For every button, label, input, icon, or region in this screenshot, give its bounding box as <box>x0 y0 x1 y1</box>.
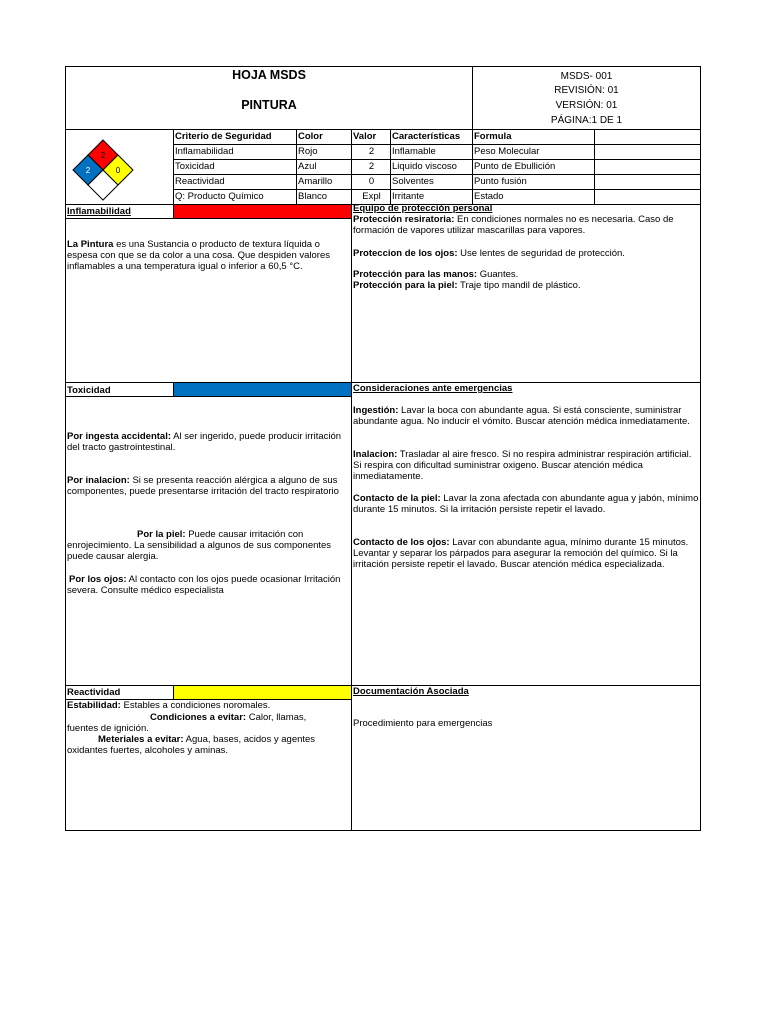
criteria-cell: Inflamabilidad <box>175 146 234 157</box>
criteria-cell: Rojo <box>298 146 318 157</box>
criteria-cell: Amarillo <box>298 176 333 187</box>
reactividad-color-bar <box>173 686 351 699</box>
doc-code: MSDS- 001 <box>560 71 613 82</box>
reactividad-condiciones: Condiciones a evitar: Calor, llamas, fuentes de ignición. <box>67 712 307 734</box>
criteria-cell: Liquido viscoso <box>392 161 457 172</box>
emergencias-heading: Consideraciones ante emergencias <box>353 383 513 394</box>
reactividad-materiales: Meteriales a evitar: Agua, bases, acidos y agentes oxidantes fuertes, alcoholes y aminas. <box>67 734 316 756</box>
reactividad-heading: Reactividad <box>67 687 121 698</box>
documentacion-heading: Documentación Asociada <box>353 686 469 697</box>
toxicidad-ingesta: Por ingesta accidental: Al ser ingerido, puede producir irritación del tracto gastrointestinal. <box>67 431 342 453</box>
doc-revision: REVISIÓN: 01 <box>554 85 619 96</box>
criteria-cell: 2 <box>368 161 375 172</box>
documentacion-text: Procedimiento para emergencias <box>353 718 493 729</box>
emergencias-inhalacion: Inalacion: Trasladar al aire fresco. Si no respira administrar respiración artificial. Si respira con dificultad suministrar oxigeno. Buscar atención médica inmediatamente. <box>353 449 692 482</box>
criteria-header-cell: Características <box>392 131 461 142</box>
product-name: PINTURA <box>241 98 297 112</box>
criteria-header-cell: Valor <box>353 131 377 142</box>
inflamabilidad-color-bar <box>173 205 351 218</box>
criteria-cell: 0 <box>368 176 375 187</box>
criteria-header-cell: Criterio de Seguridad <box>175 131 272 142</box>
criteria-cell: Peso Molecular <box>474 146 540 157</box>
criteria-cell: Punto de Ebullición <box>474 161 556 172</box>
criteria-cell: Solventes <box>392 176 434 187</box>
criteria-header-cell: Color <box>298 131 323 142</box>
epp-respiratory: Protección resiratoria: En condiciones normales no es necesaria. Caso de formación de vapores utilizar mascarillas para vapores. <box>353 214 674 236</box>
emergencias-ojos: Contacto de los ojos: Lavar con abundante agua, mínimo durante 15 minutos. Levantar y separar los párpados para asegurar la remoción del químico. Si la irritación persiste repetir el lavado. Buscar atención médica especializada. <box>353 537 689 570</box>
toxicidad-ojos: Por los ojos: Al contacto con los ojos puede ocasionar Irritación severa. Consulte médico especialista <box>67 574 341 596</box>
criteria-cell: Q: Producto Químico <box>175 191 264 202</box>
emergencias-ingestion: Ingestión: Lavar la boca con abundante agua. Si está consciente, suministrar abundante agua. No inducir el vómito. Buscar atención médica inmediatamente. <box>353 405 690 427</box>
epp-hands: Protección para las manos: Guantes. <box>353 269 519 280</box>
toxicidad-heading: Toxicidad <box>67 385 111 396</box>
criteria-cell: Estado <box>474 191 504 202</box>
criteria-header-cell: Formula <box>474 131 512 142</box>
toxicidad-color-bar <box>173 383 351 396</box>
nfpa-health-value: 2 <box>85 166 91 175</box>
msds-sheet <box>65 66 701 831</box>
criteria-cell: Reactividad <box>175 176 225 187</box>
criteria-cell: Toxicidad <box>175 161 215 172</box>
doc-page: PÁGINA:1 DE 1 <box>550 115 623 126</box>
nfpa-reactivity-value: 0 <box>115 166 121 175</box>
inflamabilidad-heading: Inflamabilidad <box>67 206 131 217</box>
epp-skin: Protección para la piel: Traje tipo mandil de plástico. <box>353 280 581 291</box>
criteria-cell: Irritante <box>392 191 425 202</box>
epp-heading: Equipo de protección personal <box>353 203 493 214</box>
criteria-cell: Inflamable <box>392 146 436 157</box>
criteria-cell: Expl <box>362 191 381 202</box>
emergencias-piel: Contacto de la piel: Lavar la zona afectada con abundante agua y jabón, mínimo durante 15 minutos. Si la irritación persiste repetir el lavado. <box>353 493 699 515</box>
doc-title: HOJA MSDS <box>232 68 306 82</box>
reactividad-estabilidad: Estabilidad: Estables a condiciones noromales. <box>67 700 271 711</box>
criteria-cell: Punto fusión <box>474 176 527 187</box>
criteria-cell: 2 <box>368 146 375 157</box>
inflamabilidad-text: La Pintura es una Sustancia o producto de textura líquida o espesa con que se da color a una cosa. Que despiden valores inflamables a una temperatura igual o inferior a 60,5 °C. <box>67 239 331 272</box>
nfpa-flammability-value: 2 <box>100 151 106 160</box>
toxicidad-inhalacion: Por inalacion: Si se presenta reacción alérgica a alguno de sus componentes, puede presentarse irritación del tracto respiratorio <box>67 475 339 497</box>
criteria-cell: Blanco <box>298 191 328 202</box>
nfpa-diamond <box>70 139 136 203</box>
epp-eyes: Proteccion de los ojos: Use lentes de seguridad de protección. <box>353 248 625 259</box>
doc-version: VERSIÓN: 01 <box>555 100 618 111</box>
toxicidad-piel: Por la piel: Puede causar irritación con enrojecimiento. La sensibilidad a algunos de sus componentes puede causar alergia. <box>67 529 332 562</box>
criteria-cell: Azul <box>298 161 317 172</box>
